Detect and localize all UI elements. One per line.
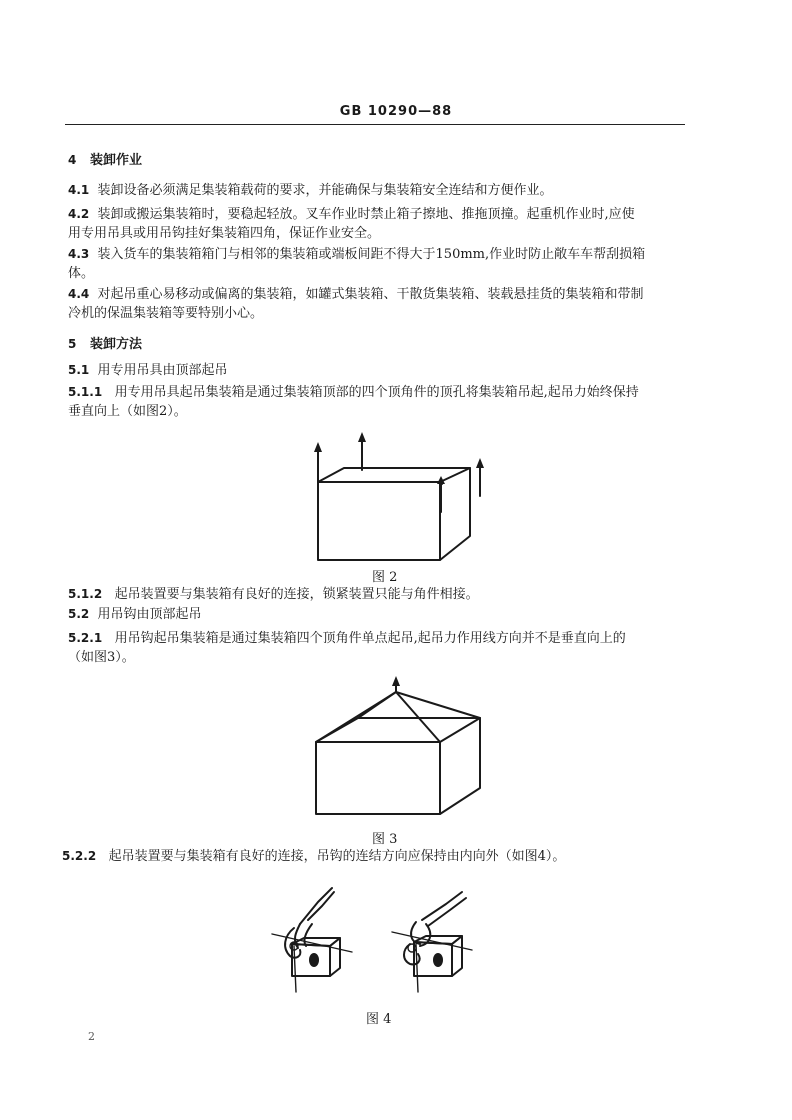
container-top xyxy=(318,468,470,482)
paragraph-4-1: 4.1 装卸设备必须满足集装箱载荷的要求，并能确保与集装箱安全连结和方便作业。 xyxy=(68,183,553,198)
paragraph-4-3: 4.3 装入货车的集装箱箱门与相邻的集装箱或端板间距不得大于150mm,作业时防止敞车车帮刮损箱 xyxy=(68,247,646,262)
paragraph-4-2-cont: 用专用吊具或用吊钩挂好集装箱四角，保证作业安全。 xyxy=(68,226,381,241)
paragraph-5-1: 5.1 用专用吊具由顶部起吊 xyxy=(68,363,228,378)
container-front xyxy=(318,482,440,560)
paragraph-5-2-1-cont: （如图3）。 xyxy=(68,650,135,665)
figure-3-caption: 图 3 xyxy=(372,832,398,847)
fitting-hole xyxy=(309,953,319,967)
hook-connection-right xyxy=(392,892,472,992)
paragraph-4-4: 4.4 对起吊重心易移动或偏离的集装箱，如罐式集装箱、干散货集装箱、装载悬挂货的集装箱和带制 xyxy=(68,287,644,302)
paragraph-5-2: 5.2 用吊钩由顶部起吊 xyxy=(68,607,202,622)
paragraph-4-2: 4.2 装卸或搬运集装箱时，要稳起轻放。叉车作业时禁止箱子擦地、推拖顶撞。起重机作业时,应使 xyxy=(68,207,635,222)
container-side xyxy=(440,718,480,814)
container-top xyxy=(316,718,480,742)
section-4-heading: 4 装卸作业 xyxy=(68,153,142,168)
corner-fitting-side xyxy=(452,936,462,976)
figure-4-diagram xyxy=(270,884,476,996)
arrow-up-icon xyxy=(476,458,484,468)
chain-icon xyxy=(300,888,332,924)
fitting-hole xyxy=(433,953,443,967)
figure-3-diagram xyxy=(308,676,488,818)
paragraph-4-3-cont: 体。 xyxy=(68,266,95,281)
figure-2-caption: 图 2 xyxy=(372,570,398,585)
paragraph-5-1-2: 5.1.2 起吊装置要与集装箱有良好的连接，锁紧装置只能与角件相接。 xyxy=(68,587,479,602)
arrow-up-icon xyxy=(358,432,366,442)
container-front xyxy=(316,742,440,814)
document-header: GB 10290—88 xyxy=(339,104,453,119)
arrow-up-icon xyxy=(392,676,400,686)
section-5-heading: 5 装卸方法 xyxy=(68,337,142,352)
section-title: 装卸方法 xyxy=(89,337,142,352)
paragraph-4-4-cont: 冷机的保温集装箱等要特别小心。 xyxy=(68,306,264,321)
paragraph-5-2-2: 5.2.2 起吊装置要与集装箱有良好的连接，吊钩的连结方向应保持由内向外（如图4）。 xyxy=(62,849,566,864)
figure-4-caption: 图 4 xyxy=(366,1012,392,1027)
page-number: 2 xyxy=(88,1030,95,1043)
sling-line xyxy=(358,692,396,718)
figure-2-diagram xyxy=(300,432,500,568)
paragraph-5-1-1-cont: 垂直向上（如图2）。 xyxy=(68,404,187,419)
paragraph-5-1-1: 5.1.1 用专用吊具起吊集装箱是通过集装箱顶部的四个顶角件的顶孔将集装箱吊起,起吊力始终保持 xyxy=(68,385,639,400)
corner-fitting-side xyxy=(330,938,340,976)
header-rule xyxy=(65,124,685,125)
container-side xyxy=(440,468,470,560)
arrow-up-icon xyxy=(314,442,322,452)
paragraph-5-2-1: 5.2.1 用吊钩起吊集装箱是通过集装箱四个顶角件单点起吊,起吊力作用线方向并不是垂直向上的 xyxy=(68,631,626,646)
section-title: 装卸作业 xyxy=(89,153,142,168)
hook-connection-left xyxy=(272,888,352,992)
